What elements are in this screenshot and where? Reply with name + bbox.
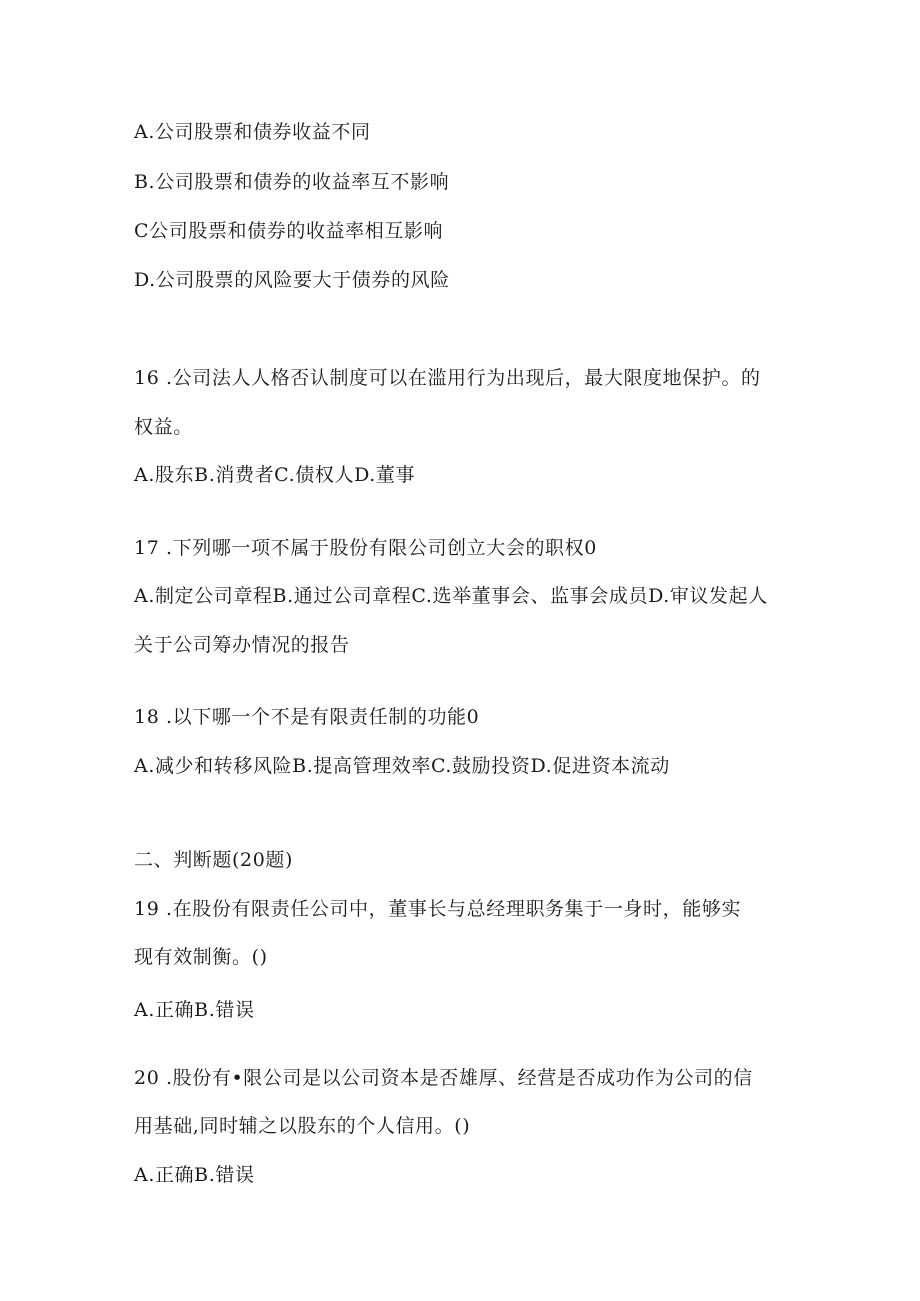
option-c-q15: C公司股票和债券的收益率相互影响 <box>134 220 444 242</box>
question-16-cont: 权益。 <box>134 416 193 438</box>
question-17: 17 .下列哪一项不属于股份有限公司创立大会的职权0 <box>134 537 597 559</box>
question-19: 19 .在股份有限责任公司中，董事长与总经理职务集于一身时，能够实 <box>134 898 742 920</box>
option-b-q15: B.公司股票和债券的收益率互不影响 <box>134 171 450 193</box>
question-20: 20 .股份有•限公司是以公司资本是否雄厚、经营是否成功作为公司的信 <box>134 1067 753 1089</box>
question-18: 18 .以下哪一个不是有限责任制的功能0 <box>134 706 480 728</box>
question-16: 16 .公司法人人格否认制度可以在滥用行为出现后，最大限度地保护。的 <box>134 367 761 389</box>
options-q20: A.正确B.错误 <box>134 1164 255 1186</box>
options-q17-cont: 关于公司筹办情况的报告 <box>134 634 350 656</box>
option-a-q15: A.公司股票和债券收益不同 <box>134 121 371 143</box>
options-q16: A.股东B.消费者C.债权人D.董事 <box>134 464 416 486</box>
options-q18: A.减少和转移风险B.提高管理效率C.鼓励投资D.促进资本流动 <box>134 755 670 777</box>
question-20-cont: 用基础,同时辅之以股东的个人信用。() <box>134 1115 471 1137</box>
section-heading: 二、判断题(20题) <box>134 849 294 871</box>
options-q19: A.正确B.错误 <box>134 999 255 1021</box>
question-19-cont: 现有效制衡。() <box>134 946 268 968</box>
option-d-q15: D.公司股票的风险要大于债券的风险 <box>134 269 450 291</box>
options-q17: A.制定公司章程B.通过公司章程C.选举董事会、监事会成员D.审议发起人 <box>134 585 768 607</box>
